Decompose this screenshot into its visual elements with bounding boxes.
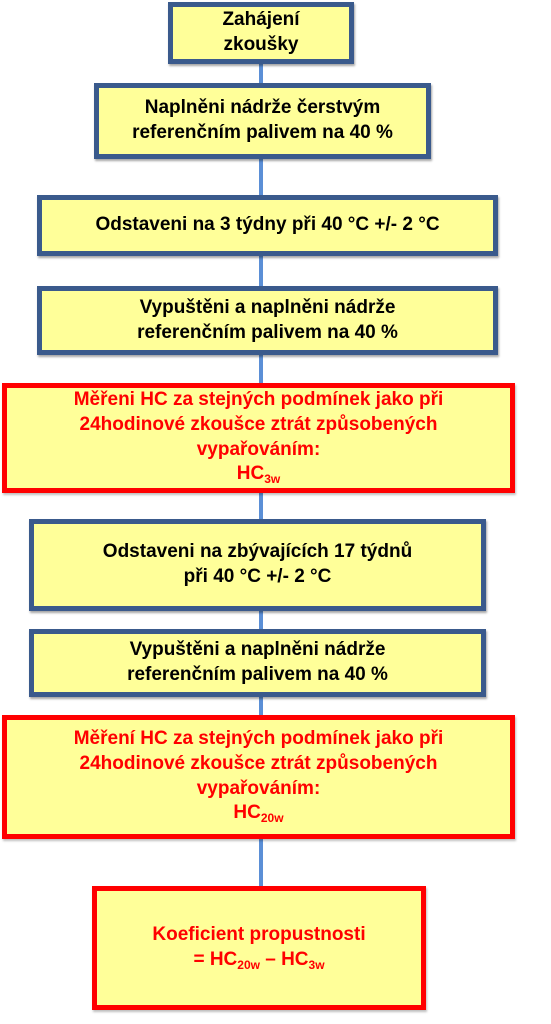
hc-3w-subscript: 3w bbox=[264, 472, 281, 487]
step-soak-3-weeks-box bbox=[37, 195, 498, 256]
formula-hc-3w-base: HC bbox=[281, 948, 309, 970]
hc-20w-formula bbox=[233, 801, 283, 827]
step-measure-hc-20w-box bbox=[2, 715, 515, 839]
step-soak-3-weeks-line-1: Odstaveni na 3 týdny při 40 °C +/- 2 °C bbox=[95, 214, 440, 236]
step-measure-hc-20w-line-2: 24hodinové zkoušce ztrát způsobených bbox=[79, 752, 438, 774]
step-soak-17-weeks-line-2: při 40 °C +/- 2 °C bbox=[183, 566, 332, 587]
formula-minus: – bbox=[259, 948, 282, 970]
step-soak-17-weeks-box bbox=[29, 519, 486, 611]
step-measure-hc-3w-line-3: vypařováním: bbox=[196, 438, 321, 460]
step-start-box bbox=[168, 2, 354, 64]
step-measure-hc-3w-box bbox=[2, 383, 515, 493]
step-drain-refill-1-line-2: referenčním palivem na 40 % bbox=[137, 321, 398, 343]
permeability-coefficient-label: Koeficient propustnosti bbox=[152, 923, 366, 945]
step-drain-refill-2-line-2: referenčním palivem na 40 % bbox=[127, 664, 388, 685]
step-drain-refill-1-box bbox=[37, 286, 498, 355]
hc-20w-subscript: 20w bbox=[260, 811, 284, 826]
formula-hc-20w-subscript: 20w bbox=[237, 957, 260, 972]
step-permeability-coefficient-box bbox=[92, 886, 426, 1010]
step-measure-hc-3w-line-1: Měřeni HC za stejných podmínek jako při bbox=[73, 389, 444, 411]
step-fill-fresh-fuel-box bbox=[94, 83, 431, 159]
step-measure-hc-20w-line-3: vypařováním: bbox=[196, 777, 321, 799]
step-start-line-2: zkoušky bbox=[223, 34, 299, 55]
step-fill-fresh-fuel-line-1: Naplněni nádrže čerstvým bbox=[144, 97, 381, 119]
hc-3w-base: HC bbox=[236, 463, 265, 485]
step-measure-hc-3w-line-2: 24hodinové zkoušce ztrát způsobených bbox=[79, 413, 438, 435]
formula-prefix: = bbox=[193, 948, 210, 970]
step-drain-refill-1-line-1: Vypuštěni a naplněni nádrže bbox=[139, 296, 396, 318]
permeability-formula bbox=[193, 948, 324, 974]
formula-hc-20w-base: HC bbox=[209, 948, 238, 970]
step-start-line-1: Zahájení bbox=[222, 9, 300, 31]
step-drain-refill-2-box bbox=[29, 629, 486, 697]
hc-20w-base: HC bbox=[233, 802, 261, 824]
step-drain-refill-2-line-1: Vypuštěni a naplněni nádrže bbox=[129, 639, 386, 661]
step-soak-17-weeks-line-1: Odstaveni na zbývajících 17 týdnů bbox=[102, 541, 413, 563]
hc-3w-formula bbox=[237, 462, 280, 488]
formula-hc-3w-subscript: 3w bbox=[308, 957, 325, 972]
step-fill-fresh-fuel-line-2: referenčním palivem na 40 % bbox=[132, 122, 393, 143]
step-measure-hc-20w-line-1: Měření HC za stejných podmínek jako při bbox=[73, 728, 444, 750]
